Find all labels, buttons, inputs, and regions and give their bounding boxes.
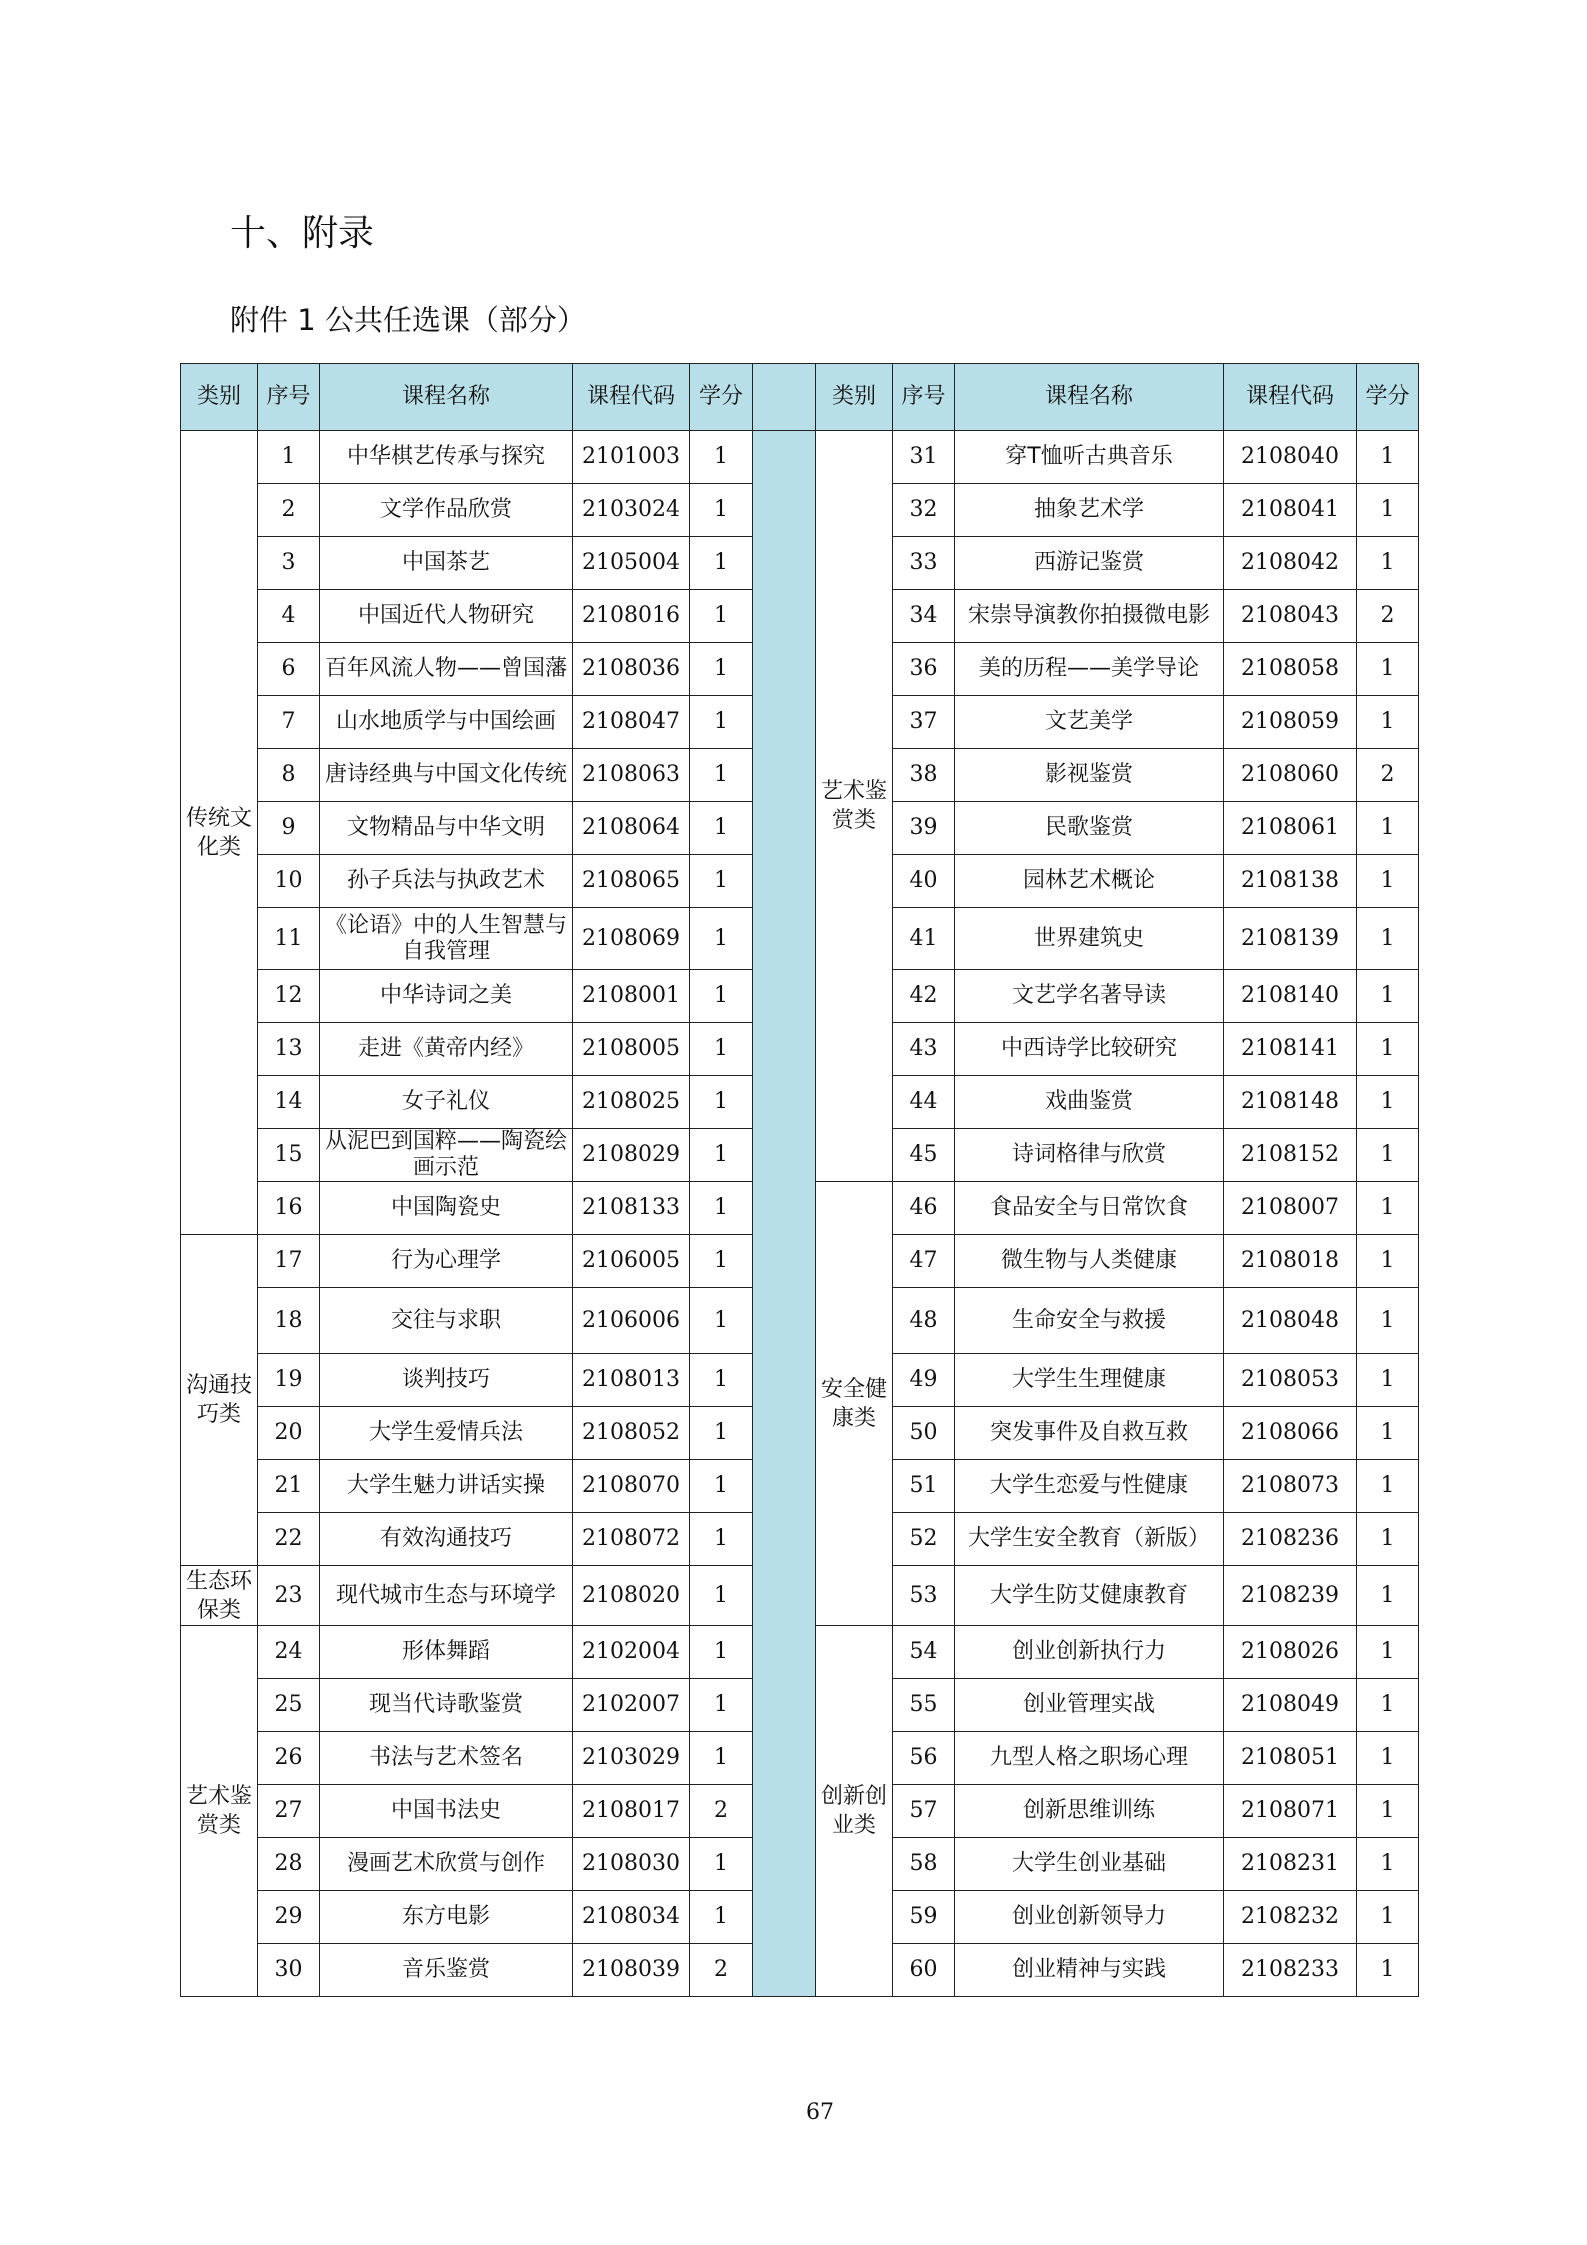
credit: 1	[690, 1566, 753, 1626]
serial-number: 53	[893, 1566, 955, 1626]
credit: 1	[1357, 1076, 1419, 1129]
page-number: 67	[806, 2100, 834, 2125]
category-cell: 安全健康类	[816, 1182, 893, 1626]
course-code: 2103029	[573, 1732, 690, 1785]
serial-number: 59	[893, 1891, 955, 1944]
category-cell: 创新创业类	[816, 1626, 893, 1997]
serial-number: 55	[893, 1679, 955, 1732]
course-name: 东方电影	[320, 1891, 573, 1944]
serial-number: 20	[258, 1407, 320, 1460]
credit: 1	[1357, 908, 1419, 970]
credit: 1	[1357, 537, 1419, 590]
credit: 1	[690, 1838, 753, 1891]
course-name: 交往与求职	[320, 1288, 573, 1354]
course-code: 2108041	[1224, 484, 1357, 537]
table-caption: 附件 1 公共任选课（部分）	[230, 303, 586, 337]
credit: 1	[1357, 1626, 1419, 1679]
serial-number: 18	[258, 1288, 320, 1354]
course-code: 2108236	[1224, 1513, 1357, 1566]
course-code: 2108231	[1224, 1838, 1357, 1891]
course-name: 中华棋艺传承与探究	[320, 431, 573, 484]
course-name: 谈判技巧	[320, 1354, 573, 1407]
course-name: 创业精神与实践	[955, 1944, 1224, 1997]
course-code: 2108018	[1224, 1235, 1357, 1288]
column-separator	[753, 364, 816, 431]
course-name: 西游记鉴赏	[955, 537, 1224, 590]
column-header: 课程代码	[573, 364, 690, 431]
credit: 1	[1357, 855, 1419, 908]
course-name: 文学作品欣赏	[320, 484, 573, 537]
course-code: 2108071	[1224, 1785, 1357, 1838]
course-name: 百年风流人物——曾国藩	[320, 643, 573, 696]
serial-number: 23	[258, 1566, 320, 1626]
course-code: 2108049	[1224, 1679, 1357, 1732]
credit: 1	[1357, 1785, 1419, 1838]
course-name: 文物精品与中华文明	[320, 802, 573, 855]
serial-number: 13	[258, 1023, 320, 1076]
column-separator	[753, 431, 816, 1997]
credit: 1	[690, 1891, 753, 1944]
course-name: 中华诗词之美	[320, 970, 573, 1023]
elective-course-table	[180, 363, 1419, 1997]
serial-number: 19	[258, 1354, 320, 1407]
category-cell: 生态环保类	[181, 1566, 258, 1626]
serial-number: 22	[258, 1513, 320, 1566]
credit: 1	[1357, 643, 1419, 696]
course-name: 创新思维训练	[955, 1785, 1224, 1838]
serial-number: 28	[258, 1838, 320, 1891]
column-header: 课程代码	[1224, 364, 1357, 431]
course-code: 2108061	[1224, 802, 1357, 855]
course-name: 《论语》中的人生智慧与自我管理	[320, 908, 573, 970]
credit: 1	[690, 1076, 753, 1129]
course-code: 2108052	[573, 1407, 690, 1460]
course-name: 大学生创业基础	[955, 1838, 1224, 1891]
course-code: 2108048	[1224, 1288, 1357, 1354]
table-row	[181, 431, 1419, 484]
credit: 2	[1357, 590, 1419, 643]
course-name: 九型人格之职场心理	[955, 1732, 1224, 1785]
course-code: 2108141	[1224, 1023, 1357, 1076]
course-code: 2108069	[573, 908, 690, 970]
course-name: 创业创新领导力	[955, 1891, 1224, 1944]
course-name: 大学生恋爱与性健康	[955, 1460, 1224, 1513]
course-name: 食品安全与日常饮食	[955, 1182, 1224, 1235]
course-name: 突发事件及自救互救	[955, 1407, 1224, 1460]
credit: 1	[1357, 1838, 1419, 1891]
course-name: 文艺学名著导读	[955, 970, 1224, 1023]
credit: 1	[1357, 1944, 1419, 1997]
course-name: 园林艺术概论	[955, 855, 1224, 908]
course-name: 中国近代人物研究	[320, 590, 573, 643]
credit: 1	[1357, 970, 1419, 1023]
serial-number: 30	[258, 1944, 320, 1997]
credit: 1	[690, 1732, 753, 1785]
credit: 1	[690, 590, 753, 643]
course-name: 唐诗经典与中国文化传统	[320, 749, 573, 802]
course-name: 音乐鉴赏	[320, 1944, 573, 1997]
credit: 2	[1357, 749, 1419, 802]
credit: 1	[1357, 1182, 1419, 1235]
course-name: 中国书法史	[320, 1785, 573, 1838]
serial-number: 46	[893, 1182, 955, 1235]
column-header: 类别	[816, 364, 893, 431]
course-name: 生命安全与救援	[955, 1288, 1224, 1354]
serial-number: 36	[893, 643, 955, 696]
course-name: 抽象艺术学	[955, 484, 1224, 537]
course-name: 中国陶瓷史	[320, 1182, 573, 1235]
credit: 1	[1357, 1354, 1419, 1407]
course-name: 现当代诗歌鉴赏	[320, 1679, 573, 1732]
course-code: 2108047	[573, 696, 690, 749]
credit: 1	[690, 1626, 753, 1679]
course-code: 2108140	[1224, 970, 1357, 1023]
course-code: 2101003	[573, 431, 690, 484]
serial-number: 37	[893, 696, 955, 749]
serial-number: 48	[893, 1288, 955, 1354]
course-code: 2108063	[573, 749, 690, 802]
credit: 1	[1357, 696, 1419, 749]
course-name: 文艺美学	[955, 696, 1224, 749]
course-name: 走进《黄帝内经》	[320, 1023, 573, 1076]
serial-number: 16	[258, 1182, 320, 1235]
credit: 1	[690, 1288, 753, 1354]
serial-number: 3	[258, 537, 320, 590]
credit: 1	[690, 1679, 753, 1732]
course-name: 微生物与人类健康	[955, 1235, 1224, 1288]
course-name: 书法与艺术签名	[320, 1732, 573, 1785]
credit: 1	[690, 1235, 753, 1288]
credit: 1	[1357, 1235, 1419, 1288]
serial-number: 47	[893, 1235, 955, 1288]
credit: 1	[690, 1513, 753, 1566]
column-header: 学分	[1357, 364, 1419, 431]
table-header-row	[181, 364, 1419, 431]
serial-number: 2	[258, 484, 320, 537]
credit: 1	[1357, 1513, 1419, 1566]
serial-number: 29	[258, 1891, 320, 1944]
serial-number: 25	[258, 1679, 320, 1732]
serial-number: 39	[893, 802, 955, 855]
credit: 1	[690, 537, 753, 590]
serial-number: 17	[258, 1235, 320, 1288]
course-name: 宋崇导演教你拍摄微电影	[955, 590, 1224, 643]
course-code: 2108133	[573, 1182, 690, 1235]
course-name: 创业创新执行力	[955, 1626, 1224, 1679]
credit: 1	[690, 1182, 753, 1235]
serial-number: 1	[258, 431, 320, 484]
credit: 1	[690, 1023, 753, 1076]
course-name: 漫画艺术欣赏与创作	[320, 1838, 573, 1891]
credit: 1	[1357, 431, 1419, 484]
course-code: 2108042	[1224, 537, 1357, 590]
course-code: 2108152	[1224, 1129, 1357, 1182]
serial-number: 15	[258, 1129, 320, 1182]
serial-number: 32	[893, 484, 955, 537]
serial-number: 41	[893, 908, 955, 970]
course-code: 2105004	[573, 537, 690, 590]
course-code: 2102007	[573, 1679, 690, 1732]
course-name: 美的历程——美学导论	[955, 643, 1224, 696]
course-code: 2108066	[1224, 1407, 1357, 1460]
serial-number: 31	[893, 431, 955, 484]
serial-number: 24	[258, 1626, 320, 1679]
course-name: 诗词格律与欣赏	[955, 1129, 1224, 1182]
serial-number: 11	[258, 908, 320, 970]
serial-number: 58	[893, 1838, 955, 1891]
course-code: 2108039	[573, 1944, 690, 1997]
credit: 1	[690, 1354, 753, 1407]
course-name: 现代城市生态与环境学	[320, 1566, 573, 1626]
credit: 1	[1357, 1460, 1419, 1513]
course-name: 大学生魅力讲话实操	[320, 1460, 573, 1513]
column-header: 课程名称	[320, 364, 573, 431]
course-code: 2108239	[1224, 1566, 1357, 1626]
course-code: 2108026	[1224, 1626, 1357, 1679]
credit: 1	[690, 696, 753, 749]
credit: 1	[690, 1460, 753, 1513]
course-code: 2108232	[1224, 1891, 1357, 1944]
category-cell: 艺术鉴赏类	[181, 1626, 258, 1997]
course-code: 2108060	[1224, 749, 1357, 802]
course-code: 2108053	[1224, 1354, 1357, 1407]
course-name: 世界建筑史	[955, 908, 1224, 970]
serial-number: 43	[893, 1023, 955, 1076]
course-name: 大学生安全教育（新版）	[955, 1513, 1224, 1566]
credit: 1	[690, 749, 753, 802]
course-code: 2108036	[573, 643, 690, 696]
credit: 2	[690, 1785, 753, 1838]
serial-number: 21	[258, 1460, 320, 1513]
course-name: 戏曲鉴赏	[955, 1076, 1224, 1129]
credit: 1	[690, 802, 753, 855]
course-code: 2108059	[1224, 696, 1357, 749]
course-code: 2108007	[1224, 1182, 1357, 1235]
serial-number: 40	[893, 855, 955, 908]
credit: 1	[690, 1129, 753, 1182]
column-header: 类别	[181, 364, 258, 431]
course-name: 影视鉴赏	[955, 749, 1224, 802]
course-code: 2108005	[573, 1023, 690, 1076]
credit: 1	[690, 484, 753, 537]
course-name: 女子礼仪	[320, 1076, 573, 1129]
course-code: 2108043	[1224, 590, 1357, 643]
serial-number: 51	[893, 1460, 955, 1513]
serial-number: 4	[258, 590, 320, 643]
course-code: 2108064	[573, 802, 690, 855]
course-code: 2108025	[573, 1076, 690, 1129]
course-name: 中国茶艺	[320, 537, 573, 590]
course-code: 2108017	[573, 1785, 690, 1838]
course-code: 2108001	[573, 970, 690, 1023]
credit: 1	[690, 431, 753, 484]
course-code: 2102004	[573, 1626, 690, 1679]
serial-number: 56	[893, 1732, 955, 1785]
credit: 1	[690, 855, 753, 908]
serial-number: 7	[258, 696, 320, 749]
serial-number: 10	[258, 855, 320, 908]
serial-number: 45	[893, 1129, 955, 1182]
course-code: 2108072	[573, 1513, 690, 1566]
serial-number: 57	[893, 1785, 955, 1838]
credit: 1	[1357, 484, 1419, 537]
course-name: 有效沟通技巧	[320, 1513, 573, 1566]
credit: 1	[1357, 1679, 1419, 1732]
credit: 1	[1357, 1891, 1419, 1944]
course-code: 2108070	[573, 1460, 690, 1513]
course-code: 2108013	[573, 1354, 690, 1407]
course-code: 2108029	[573, 1129, 690, 1182]
serial-number: 26	[258, 1732, 320, 1785]
credit: 1	[1357, 802, 1419, 855]
course-code: 2108016	[573, 590, 690, 643]
course-name: 大学生防艾健康教育	[955, 1566, 1224, 1626]
course-code: 2108073	[1224, 1460, 1357, 1513]
course-name: 创业管理实战	[955, 1679, 1224, 1732]
serial-number: 49	[893, 1354, 955, 1407]
credit: 1	[1357, 1129, 1419, 1182]
serial-number: 12	[258, 970, 320, 1023]
course-name: 行为心理学	[320, 1235, 573, 1288]
serial-number: 44	[893, 1076, 955, 1129]
serial-number: 54	[893, 1626, 955, 1679]
serial-number: 6	[258, 643, 320, 696]
course-code: 2108233	[1224, 1944, 1357, 1997]
course-code: 2108051	[1224, 1732, 1357, 1785]
serial-number: 8	[258, 749, 320, 802]
course-code: 2108040	[1224, 431, 1357, 484]
course-code: 2108058	[1224, 643, 1357, 696]
course-name: 形体舞蹈	[320, 1626, 573, 1679]
course-name: 民歌鉴赏	[955, 802, 1224, 855]
serial-number: 27	[258, 1785, 320, 1838]
course-name: 孙子兵法与执政艺术	[320, 855, 573, 908]
course-code: 2108020	[573, 1566, 690, 1626]
course-name: 从泥巴到国粹——陶瓷绘画示范	[320, 1129, 573, 1182]
course-name: 大学生爱情兵法	[320, 1407, 573, 1460]
course-code: 2106006	[573, 1288, 690, 1354]
credit: 1	[690, 970, 753, 1023]
course-name: 大学生生理健康	[955, 1354, 1224, 1407]
serial-number: 38	[893, 749, 955, 802]
course-code: 2106005	[573, 1235, 690, 1288]
credit: 1	[1357, 1023, 1419, 1076]
credit: 1	[690, 908, 753, 970]
credit: 1	[1357, 1566, 1419, 1626]
serial-number: 33	[893, 537, 955, 590]
serial-number: 42	[893, 970, 955, 1023]
serial-number: 9	[258, 802, 320, 855]
column-header: 学分	[690, 364, 753, 431]
serial-number: 14	[258, 1076, 320, 1129]
category-cell: 艺术鉴赏类	[816, 431, 893, 1182]
course-code: 2108065	[573, 855, 690, 908]
course-name: 中西诗学比较研究	[955, 1023, 1224, 1076]
category-cell: 传统文化类	[181, 431, 258, 1235]
serial-number: 60	[893, 1944, 955, 1997]
column-header: 序号	[893, 364, 955, 431]
course-code: 2108030	[573, 1838, 690, 1891]
course-code: 2108139	[1224, 908, 1357, 970]
credit: 1	[690, 1407, 753, 1460]
credit: 2	[690, 1944, 753, 1997]
credit: 1	[690, 643, 753, 696]
course-code: 2108034	[573, 1891, 690, 1944]
course-code: 2103024	[573, 484, 690, 537]
category-cell: 沟通技巧类	[181, 1235, 258, 1566]
section-title: 十、附录	[230, 213, 375, 254]
serial-number: 34	[893, 590, 955, 643]
course-code: 2108148	[1224, 1076, 1357, 1129]
credit: 1	[1357, 1732, 1419, 1785]
course-code: 2108138	[1224, 855, 1357, 908]
course-name: 山水地质学与中国绘画	[320, 696, 573, 749]
credit: 1	[1357, 1407, 1419, 1460]
serial-number: 52	[893, 1513, 955, 1566]
serial-number: 50	[893, 1407, 955, 1460]
column-header: 课程名称	[955, 364, 1224, 431]
course-name: 穿T恤听古典音乐	[955, 431, 1224, 484]
column-header: 序号	[258, 364, 320, 431]
credit: 1	[1357, 1288, 1419, 1354]
